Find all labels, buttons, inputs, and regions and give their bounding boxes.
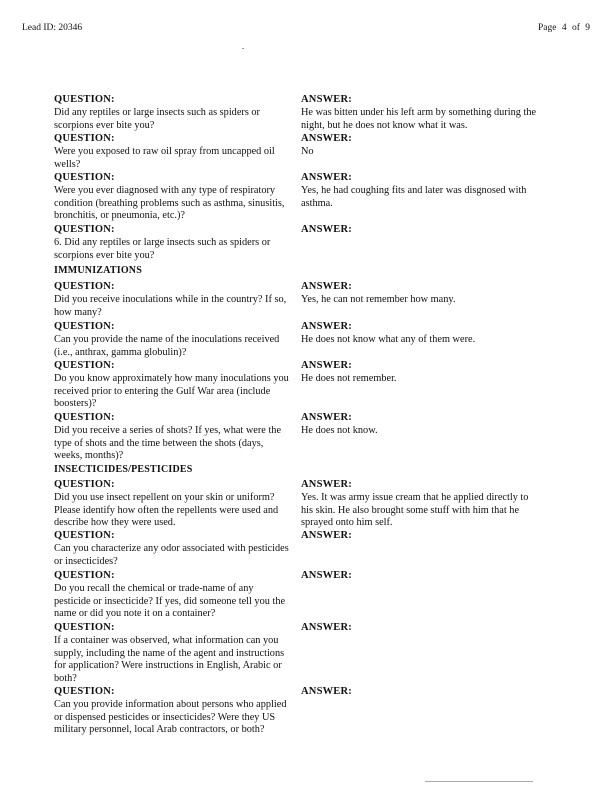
- question-label: QUESTION:: [54, 133, 115, 144]
- question-label: QUESTION:: [54, 360, 115, 371]
- question-label: QUESTION:: [54, 224, 115, 235]
- answer-block: [301, 94, 539, 132]
- question-text: Can you characterize any odor associated with pesticides or insecticides?: [54, 543, 289, 567]
- question-text: If a container was observed, what information can you supply, including the name of the agent and instructions for application? Were instructions in English, Arabic or both?: [54, 635, 285, 684]
- question-label: QUESTION:: [54, 412, 115, 423]
- answer-block: [301, 281, 539, 307]
- answer-block: [301, 530, 539, 543]
- question-text: Do you recall the chemical or trade-name of any pesticide or insecticide? If yes, did someone tell you the name or did you note it on a container?: [54, 583, 286, 620]
- answer-label: ANSWER:: [301, 172, 352, 183]
- answer-block: [301, 321, 539, 347]
- page-number: Page 4 of 9: [537, 23, 590, 33]
- question-label: QUESTION:: [54, 686, 115, 697]
- question-label: QUESTION:: [54, 622, 115, 633]
- question-block: [54, 172, 290, 223]
- answer-block: [301, 686, 539, 699]
- question-block: [54, 479, 290, 530]
- question-label: QUESTION:: [54, 94, 115, 105]
- answer-block: [301, 570, 539, 583]
- question-text: 6. Did any reptiles or large insects such as spiders or scorpions ever bite you?: [54, 237, 271, 261]
- question-text: Can you provide the name of the inoculations received (i.e., anthrax, gamma globulin)?: [54, 334, 280, 358]
- question-block: [54, 412, 290, 463]
- answer-label: ANSWER:: [301, 321, 352, 332]
- answer-block: [301, 133, 539, 159]
- answer-text: No: [301, 146, 314, 158]
- answer-text: Yes, he can not remember how many.: [301, 294, 456, 306]
- question-text: Do you know approximately how many inoculations you received prior to entering the Gulf War area (include boosters)?: [54, 373, 289, 410]
- answer-label: ANSWER:: [301, 570, 352, 581]
- question-text: Did you use insect repellent on your skin or uniform? Please identify how often the repellents were used and describe how they were used.: [54, 492, 279, 529]
- answer-text: He does not know.: [301, 425, 378, 437]
- answer-text: Yes. It was army issue cream that he applied directly to his skin. He also brought some stuff with him that he sprayed onto him self.: [301, 492, 529, 529]
- question-block: [54, 281, 290, 319]
- question-label: QUESTION:: [54, 570, 115, 581]
- answer-text: He does not know what any of them were.: [301, 334, 476, 346]
- answer-text: He does not remember.: [301, 373, 397, 385]
- question-text: Were you exposed to raw oil spray from uncapped oil wells?: [54, 146, 275, 170]
- question-text: Were you ever diagnosed with any type of respiratory condition (breathing problems such as asthma, sinusitis, bronchitis, or pneumonia, etc.)?: [54, 185, 285, 222]
- question-label: QUESTION:: [54, 321, 115, 332]
- question-block: [54, 530, 290, 568]
- question-block: [54, 570, 290, 621]
- answer-label: ANSWER:: [301, 360, 352, 371]
- section-heading-immunizations: IMMUNIZATIONS: [54, 265, 142, 276]
- answer-block: [301, 479, 539, 530]
- question-label: QUESTION:: [54, 281, 115, 292]
- question-text: Can you provide information about persons who applied or dispensed pesticides or insecticides? Were they US military personnel, local Arab contractors, or both?: [54, 699, 287, 736]
- answer-text: Yes, he had coughing fits and later was disgnosed with asthma.: [301, 185, 527, 209]
- question-label: QUESTION:: [54, 530, 115, 541]
- answer-block: [301, 172, 539, 210]
- answer-label: ANSWER:: [301, 224, 352, 235]
- answer-block: [301, 224, 539, 237]
- question-text: Did any reptiles or large insects such as spiders or scorpions ever bite you?: [54, 107, 260, 131]
- question-block: [54, 133, 290, 171]
- question-block: [54, 360, 290, 411]
- answer-label: ANSWER:: [301, 479, 352, 490]
- section-heading-insecticides: INSECTICIDES/PESTICIDES: [54, 464, 193, 475]
- answer-label: ANSWER:: [301, 622, 352, 633]
- lead-id: Lead ID: 20346: [22, 23, 83, 33]
- answer-block: [301, 622, 539, 635]
- question-block: [54, 321, 290, 359]
- question-block: [54, 686, 290, 737]
- question-block: [54, 622, 290, 685]
- question-block: [54, 224, 290, 262]
- answer-label: ANSWER:: [301, 94, 352, 105]
- answer-label: ANSWER:: [301, 530, 352, 541]
- question-text: Did you receive a series of shots? If yes, what were the type of shots and the time between the shots (days, weeks, months)?: [54, 425, 282, 462]
- scan-mark: [242, 48, 244, 49]
- question-text: Did you receive inoculations while in the country? If so, how many?: [54, 294, 287, 318]
- answer-label: ANSWER:: [301, 133, 352, 144]
- question-block: [54, 94, 290, 132]
- answer-label: ANSWER:: [301, 281, 352, 292]
- answer-label: ANSWER:: [301, 686, 352, 697]
- footer-rule: [425, 781, 533, 782]
- question-label: QUESTION:: [54, 172, 115, 183]
- question-label: QUESTION:: [54, 479, 115, 490]
- answer-block: [301, 412, 539, 438]
- answer-label: ANSWER:: [301, 412, 352, 423]
- answer-block: [301, 360, 539, 386]
- answer-text: He was bitten under his left arm by something during the night, but he does not know what it was.: [301, 107, 537, 131]
